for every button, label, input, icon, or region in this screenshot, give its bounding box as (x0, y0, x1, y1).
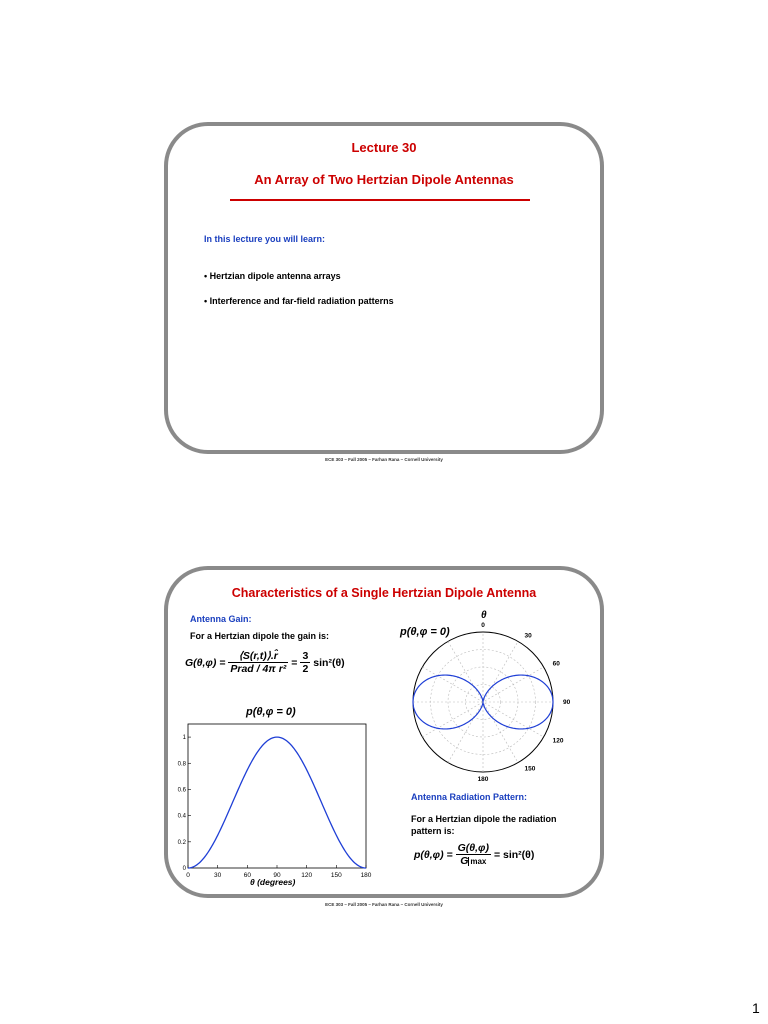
gain-formula (185, 650, 345, 675)
pattern-heading: Antenna Radiation Pattern: (411, 792, 528, 802)
coef-numerator: 3 (302, 650, 309, 662)
y-tick-label: 0.2 (177, 839, 186, 846)
cartesian-chart (176, 720, 376, 890)
gain-formula-rhs: sin²(θ) (313, 656, 345, 669)
x-tick-label: 120 (301, 872, 313, 879)
angle-tick-label: 180 (477, 776, 489, 783)
y-tick-label: 0.8 (177, 761, 186, 768)
polar-theta-symbol: θ (481, 610, 487, 621)
coef-denominator: 2 (302, 663, 309, 675)
slide-title: Characteristics of a Single Hertzian Dipole Antenna (231, 586, 537, 600)
y-tick-label: 1 (182, 735, 186, 742)
angle-tick-label: 0 (481, 622, 485, 629)
g-symbol: G (460, 855, 469, 867)
x-tick-label: 90 (273, 872, 281, 879)
angle-tick-label: 150 (524, 765, 536, 773)
x-tick-label: 0 (186, 872, 190, 879)
pattern-denominator (456, 855, 491, 867)
series-line (188, 737, 366, 868)
x-tick-label: 30 (214, 872, 222, 879)
slide-footer: ECE 303 – Fall 2005 – Farhan Rana – Cornell University (325, 457, 443, 462)
lecture-number: Lecture 30 (351, 140, 417, 155)
angle-tick-label: 30 (524, 632, 532, 640)
g-subscript: max (470, 857, 487, 866)
polar-chart (405, 620, 575, 785)
gain-numerator: ⟨S(r,t)⟩.r̂ (228, 650, 288, 663)
pattern-fraction (456, 842, 491, 867)
pattern-numerator: G(θ,φ) (457, 842, 489, 854)
x-tick-label: 180 (360, 872, 372, 879)
gain-text: For a Hertzian dipole the gain is: (190, 631, 330, 641)
pattern-text: pattern is: (411, 826, 455, 836)
pattern-formula (414, 842, 534, 867)
bullet-item: • Interference and far-field radiation patterns (204, 296, 394, 306)
plot-frame (188, 724, 366, 868)
lecture-title: An Array of Two Hertzian Dipole Antennas (254, 172, 514, 187)
title-divider (230, 199, 530, 201)
y-tick-label: 0.4 (177, 813, 186, 820)
gain-denominator: Prad / 4π r² (230, 663, 287, 675)
intro-text: In this lecture you will learn: (204, 234, 326, 244)
slide-footer: ECE 303 – Fall 2005 – Farhan Rana – Cornell University (325, 902, 443, 907)
y-tick-label: 0 (182, 866, 186, 872)
angle-tick-label: 60 (552, 660, 560, 668)
gain-formula-eq: = (291, 656, 298, 669)
pattern-formula-rhs: = sin²(θ) (493, 848, 535, 861)
x-axis-label: θ (degrees) (250, 877, 296, 887)
angle-tick-label: 120 (552, 737, 564, 745)
pattern-text: For a Hertzian dipole the radiation (411, 814, 557, 824)
x-tick-label: 60 (243, 872, 251, 879)
pattern-formula-lhs: p(θ,φ) = (414, 848, 453, 861)
gain-coefficient (300, 650, 310, 675)
cartesian-chart-title: p(θ,φ = 0) (246, 706, 296, 718)
gain-heading: Antenna Gain: (190, 614, 252, 624)
page-number: 1 (752, 1000, 760, 1016)
y-tick-label: 0.6 (177, 787, 186, 794)
gain-formula-lhs: G(θ,φ) = (185, 656, 226, 669)
gain-fraction (228, 650, 288, 675)
x-tick-label: 150 (330, 872, 342, 879)
bullet-item: • Hertzian dipole antenna arrays (204, 271, 341, 281)
angle-tick-label: 90 (563, 699, 571, 706)
polar-chart-label: p(θ,φ = 0) (400, 626, 450, 638)
